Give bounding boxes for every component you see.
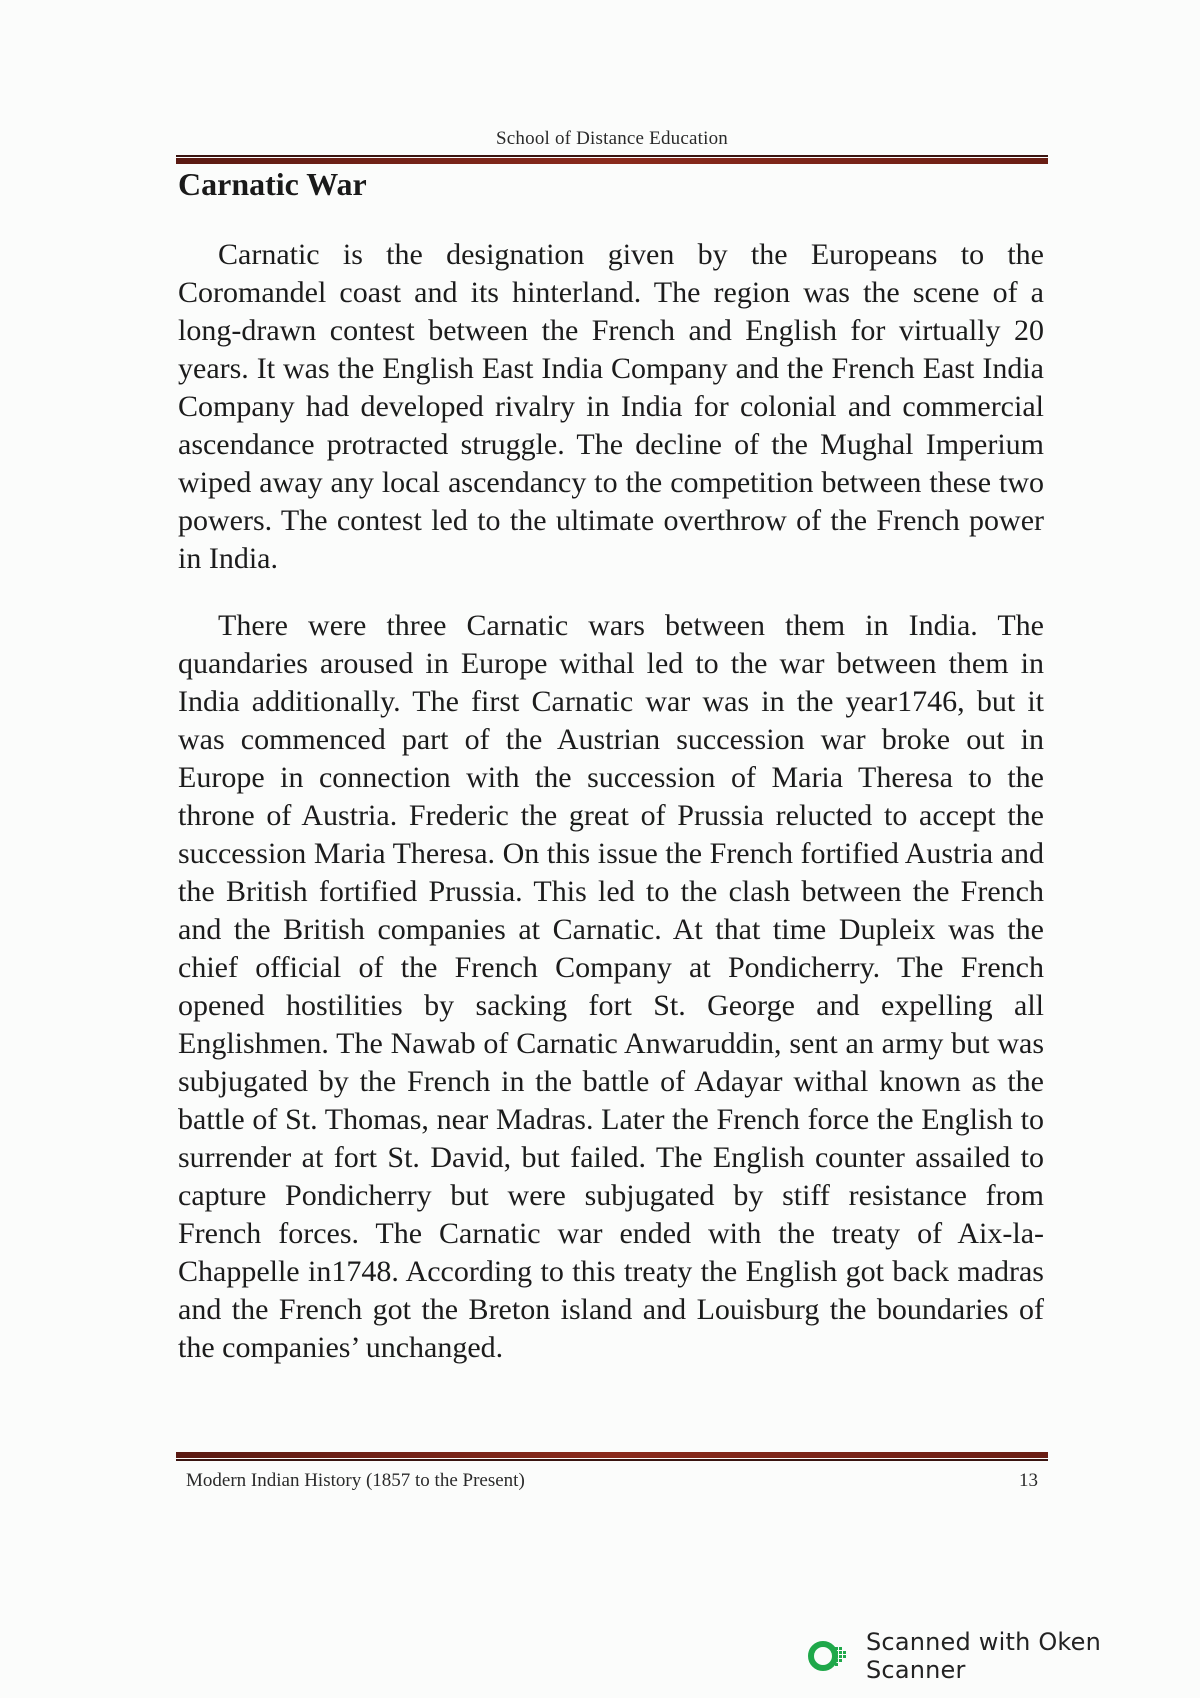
page-number: 13 <box>1019 1470 1038 1491</box>
scanner-label: Scanned with Oken Scanner <box>866 1628 1102 1684</box>
page-header: School of Distance Education <box>496 128 728 149</box>
header-rule <box>176 155 1048 164</box>
oken-scanner-logo-icon <box>808 1639 848 1673</box>
scanner-watermark <box>808 1628 1200 1684</box>
body-paragraph-2: There were three Carnatic wars between them in India. The quandaries aroused in Europe withal led to the war between them in India additionally. The first Carnatic war was in the year1746, but it was commenced part of the Austrian succession war broke out in Europe in connection with the succession of Maria Theresa to the throne of Austria. Frederic the great of Prussia relucted to accept the succession Maria Theresa. On this issue the French fortified Austria and the British fortified Prussia. This led to the clash between the French and the British companies at Carnatic. At that time Dupleix was the chief official of the French Company at Pondicherry. The French opened hostilities by sacking fort St. George and expelling all Englishmen. The Nawab of Carnatic Anwaruddin, sent an army but was subjugated by the French in the battle of Adayar withal known as the battle of St. Thomas, near Madras. Later the French force the English to surrender at fort St. David, but failed. The English counter assailed to capture Pondicherry but were subjugated by stiff resistance from French forces. The Carnatic war ended with the treaty of Aix-la-Chappelle in1748. According to this treaty the English got back madras and the French got the Breton island and Louisburg the boundaries of the companies’ unchanged. <box>178 609 1044 1364</box>
footer-course-title: Modern Indian History (1857 to the Present) <box>186 1470 525 1491</box>
section-title: Carnatic War <box>178 166 367 202</box>
body-paragraph-1: Carnatic is the designation given by the Europeans to the Coromandel coast and its hinterland. The region was the scene of a long-drawn contest between the French and English for virtually 20 years. It was the English East India Company and the French East India Company had developed rivalry in India for colonial and commercial ascendance protracted struggle. The decline of the Mughal Imperium wiped away any local ascendancy to the competition between these two powers. The contest led to the ultimate overthrow of the French power in India. <box>178 238 1044 575</box>
footer-rule <box>176 1452 1048 1461</box>
